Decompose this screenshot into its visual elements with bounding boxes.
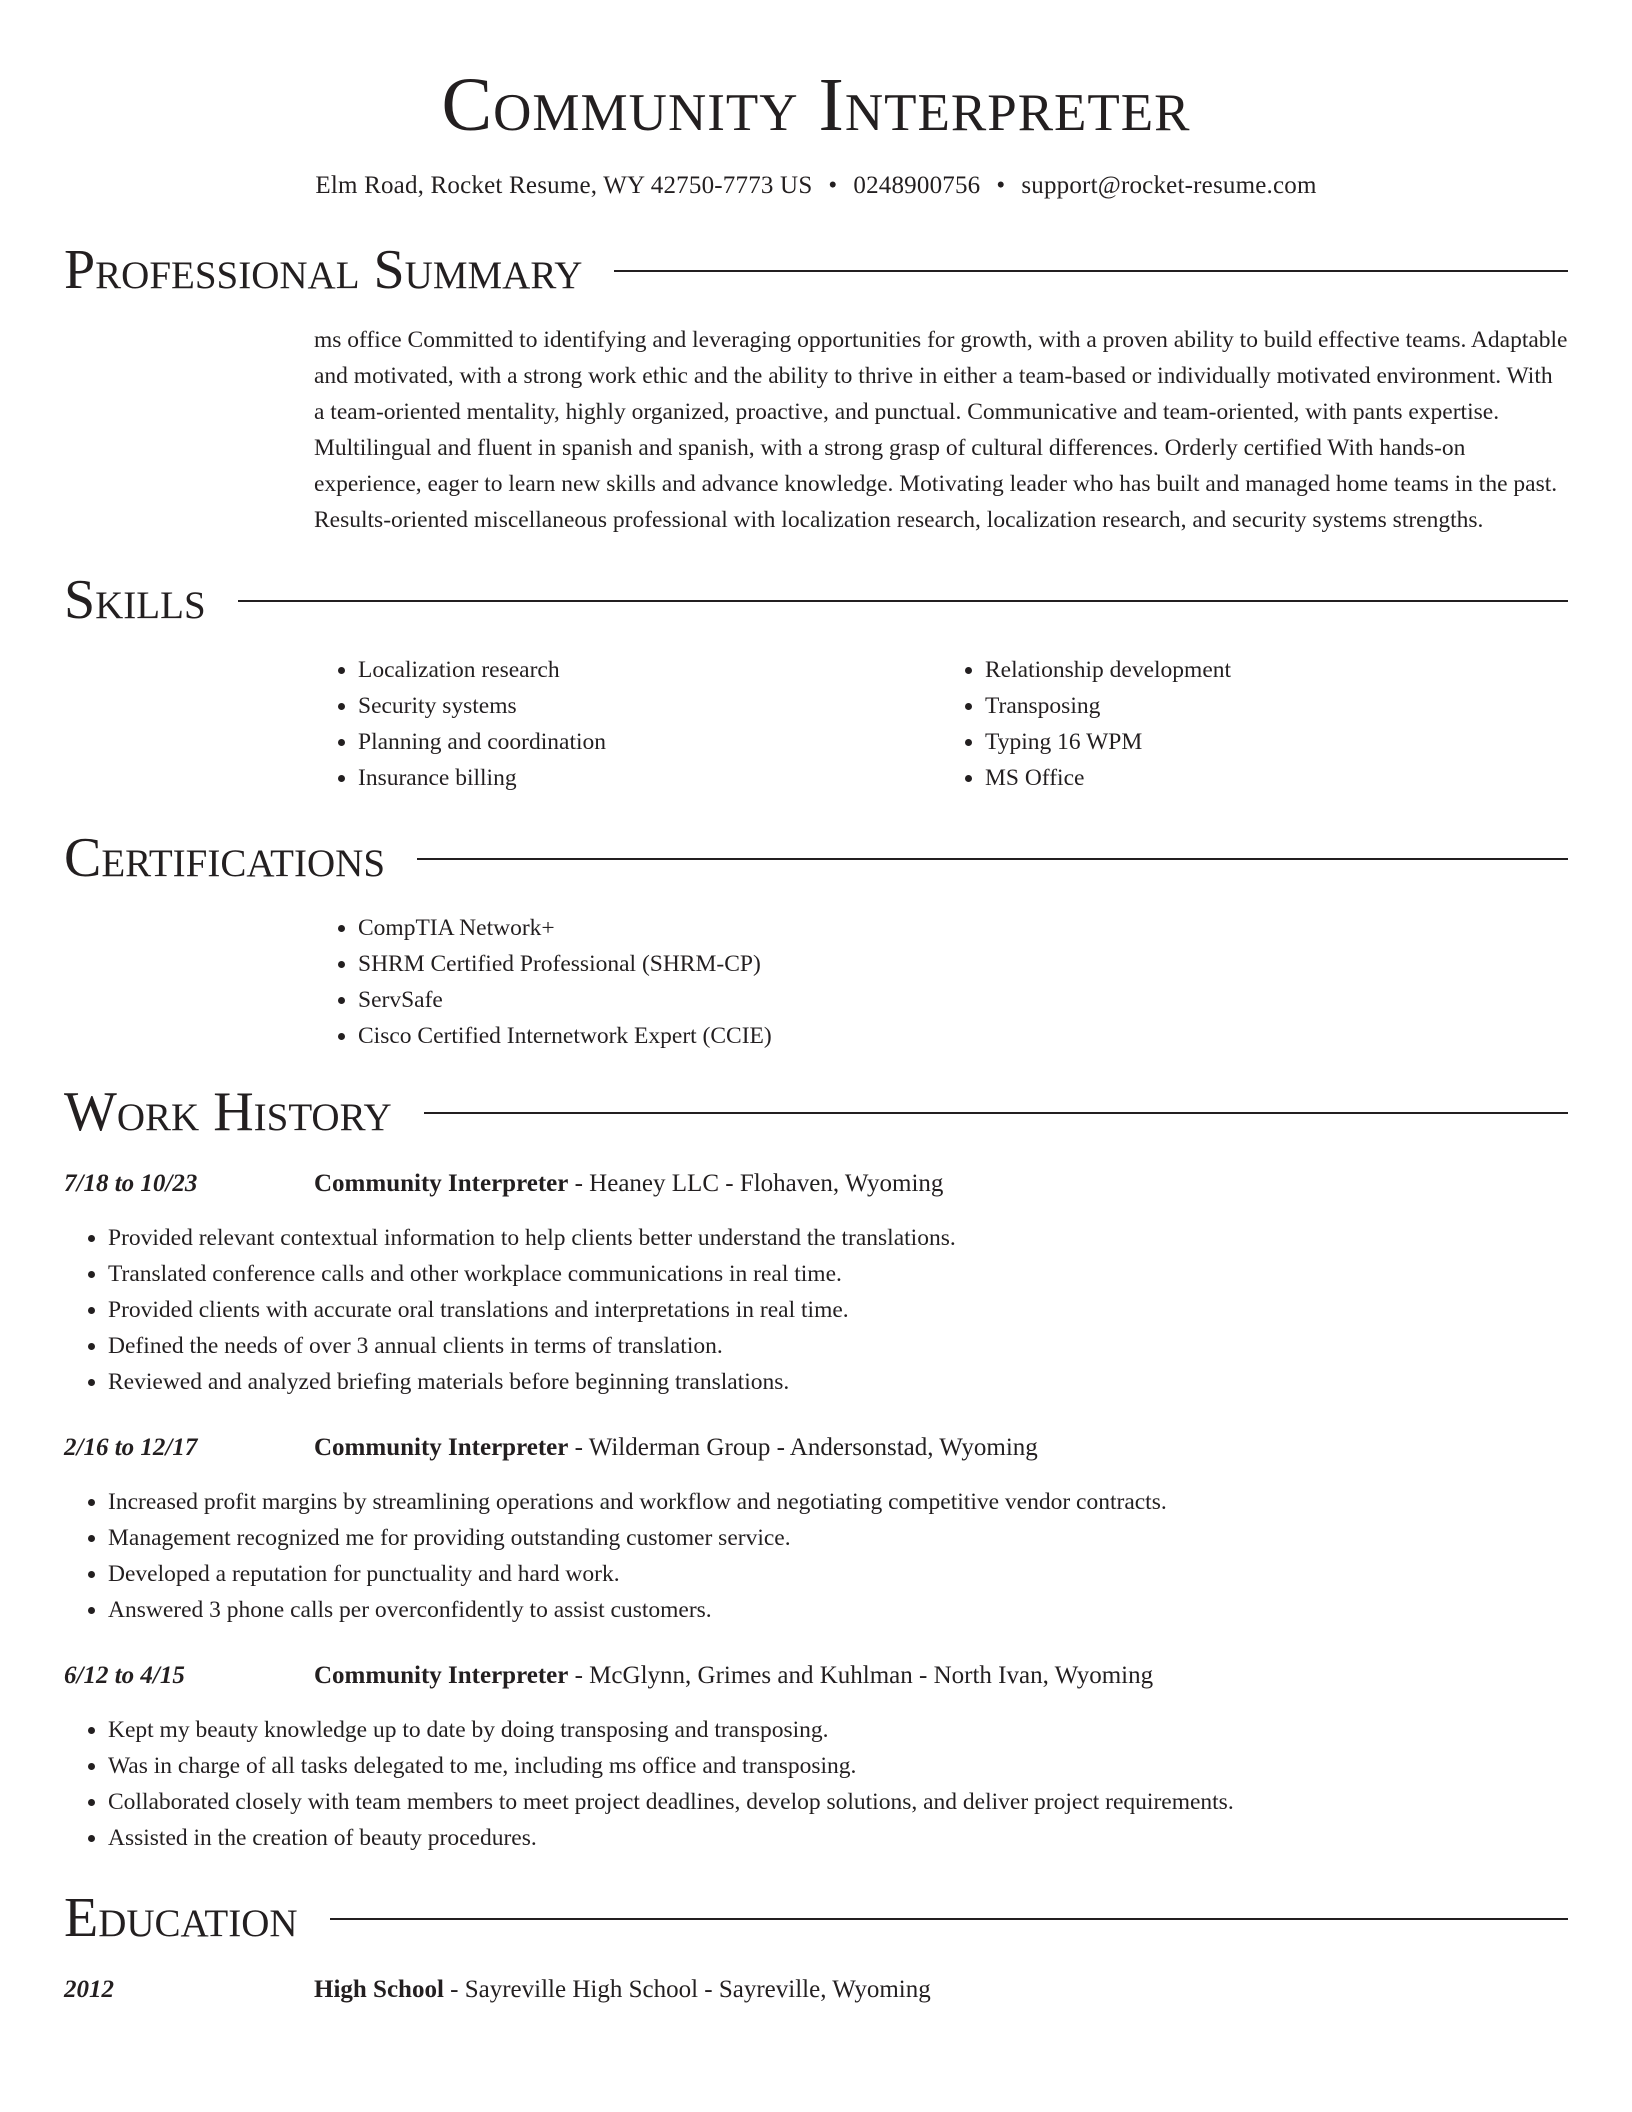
section-divider bbox=[424, 1112, 1568, 1114]
job-bullet: • Provided relevant contextual information to help clients better understand the translations. bbox=[108, 1220, 1568, 1256]
job-bullet: • Translated conference calls and other workplace communications in real time. bbox=[108, 1256, 1568, 1292]
job-details: - Heaney LLC - Flohaven, Wyoming bbox=[568, 1170, 944, 1197]
skill-item: • Planning and coordination bbox=[358, 724, 941, 760]
education-header bbox=[64, 1972, 1568, 2008]
job-entry bbox=[64, 1166, 1568, 1400]
section-divider bbox=[614, 270, 1568, 272]
job-bullet: • Collaborated closely with team members to meet project deadlines, develop solutions, and deliver project requirements. bbox=[108, 1784, 1568, 1820]
skills-grid bbox=[314, 652, 1568, 796]
skill-item: • Relationship development bbox=[985, 652, 1568, 688]
certifications-heading: Certifications bbox=[64, 827, 386, 889]
certification-item: • Cisco Certified Internetwork Expert (CCIE) bbox=[358, 1018, 1568, 1054]
job-title-line bbox=[314, 1658, 1153, 1694]
job-bullet: • Kept my beauty knowledge up to date by doing transposing and transposing. bbox=[108, 1712, 1568, 1748]
certification-item: • CompTIA Network+ bbox=[358, 910, 1568, 946]
job-role: Community Interpreter bbox=[314, 1170, 569, 1197]
education-details: - Sayreville High School - Sayreville, Wyoming bbox=[443, 1976, 931, 2003]
skill-item: • Transposing bbox=[985, 688, 1568, 724]
section-divider bbox=[330, 1918, 1568, 1920]
job-bullets bbox=[64, 1712, 1568, 1856]
certification-item: • ServSafe bbox=[358, 982, 1568, 1018]
skills-list-left bbox=[314, 652, 941, 796]
summary-text: ms office Committed to identifying and leveraging opportunities for growth, with a proven ability to build effective teams. Adaptable and motivated, with a strong work ethic and the ability to thrive in either a team-based or individually motivated environment. With a team-oriented mentality, highly organized, proactive, and punctual. Communicative and team-oriented, with pants expertise. Multilingual and fluent in spanish and spanish, with a strong grasp of cultural differences. Orderly certified With hands-on experience, eager to learn new skills and advance knowledge. Motivating leader who has built and managed home teams in the past. Results-oriented miscellaneous professional with localization research, localization research, and security systems strengths. bbox=[314, 327, 1568, 533]
job-header bbox=[64, 1166, 1568, 1202]
education-line bbox=[314, 1972, 931, 2008]
job-bullet: • Provided clients with accurate oral translations and interpretations in real time. bbox=[108, 1292, 1568, 1328]
job-dates: 2/16 to 12/17 bbox=[64, 1434, 198, 1461]
summary-heading: Professional Summary bbox=[64, 239, 583, 301]
education-year: 2012 bbox=[64, 1976, 114, 2003]
skill-item: • Typing 16 WPM bbox=[985, 724, 1568, 760]
job-dates: 6/12 to 4/15 bbox=[64, 1662, 185, 1689]
skills-section-heading bbox=[64, 568, 1568, 632]
certifications-block bbox=[314, 910, 1568, 1054]
skill-item: • Insurance billing bbox=[358, 760, 941, 796]
job-header bbox=[64, 1658, 1568, 1694]
job-bullet: • Developed a reputation for punctuality and hard work. bbox=[108, 1556, 1568, 1592]
education-entry bbox=[64, 1972, 1568, 2008]
section-divider bbox=[238, 600, 1568, 602]
job-bullet: • Management recognized me for providing outstanding customer service. bbox=[108, 1520, 1568, 1556]
education-section-heading bbox=[64, 1886, 1568, 1950]
work-heading: Work History bbox=[64, 1081, 392, 1143]
contact-separator: • bbox=[828, 172, 838, 199]
contact-address: Elm Road, Rocket Resume, WY 42750-7773 US bbox=[315, 172, 813, 199]
job-dates: 7/18 to 10/23 bbox=[64, 1170, 198, 1197]
job-header bbox=[64, 1430, 1568, 1466]
job-entry bbox=[64, 1430, 1568, 1628]
job-details: - Wilderman Group - Andersonstad, Wyoming bbox=[568, 1434, 1038, 1461]
job-bullet: • Assisted in the creation of beauty procedures. bbox=[108, 1820, 1568, 1856]
resume-name-title: Community Interpreter bbox=[441, 63, 1191, 147]
job-title-line bbox=[314, 1430, 1038, 1466]
education-degree: High School bbox=[314, 1976, 444, 2003]
job-bullets bbox=[64, 1220, 1568, 1400]
certifications-list bbox=[314, 910, 1568, 1054]
education-heading: Education bbox=[64, 1887, 298, 1949]
contact-email: support@rocket-resume.com bbox=[1021, 172, 1317, 199]
job-role: Community Interpreter bbox=[314, 1434, 569, 1461]
job-details: - McGlynn, Grimes and Kuhlman - North Ivan, Wyoming bbox=[568, 1662, 1154, 1689]
contact-separator: • bbox=[996, 172, 1006, 199]
certification-item: • SHRM Certified Professional (SHRM-CP) bbox=[358, 946, 1568, 982]
skill-item: • MS Office bbox=[985, 760, 1568, 796]
job-bullet: • Defined the needs of over 3 annual clients in terms of translation. bbox=[108, 1328, 1568, 1364]
skill-item: • Security systems bbox=[358, 688, 941, 724]
job-title-line bbox=[314, 1166, 943, 1202]
contact-line bbox=[64, 170, 1568, 202]
section-divider bbox=[417, 858, 1568, 860]
skill-item: • Localization research bbox=[358, 652, 941, 688]
summary-section-heading bbox=[64, 238, 1568, 302]
job-entry bbox=[64, 1658, 1568, 1856]
job-bullet: • Answered 3 phone calls per overconfidently to assist customers. bbox=[108, 1592, 1568, 1628]
work-section-heading bbox=[64, 1080, 1568, 1144]
job-bullet: • Was in charge of all tasks delegated to me, including ms office and transposing. bbox=[108, 1748, 1568, 1784]
skills-list-right bbox=[941, 652, 1568, 796]
job-role: Community Interpreter bbox=[314, 1662, 569, 1689]
job-bullets bbox=[64, 1484, 1568, 1628]
contact-phone: 0248900756 bbox=[853, 172, 981, 199]
certifications-section-heading bbox=[64, 826, 1568, 890]
skills-heading: Skills bbox=[64, 569, 206, 631]
job-bullet: • Increased profit margins by streamlining operations and workflow and negotiating competitive vendor contracts. bbox=[108, 1484, 1568, 1520]
job-bullet: • Reviewed and analyzed briefing materials before beginning translations. bbox=[108, 1364, 1568, 1400]
